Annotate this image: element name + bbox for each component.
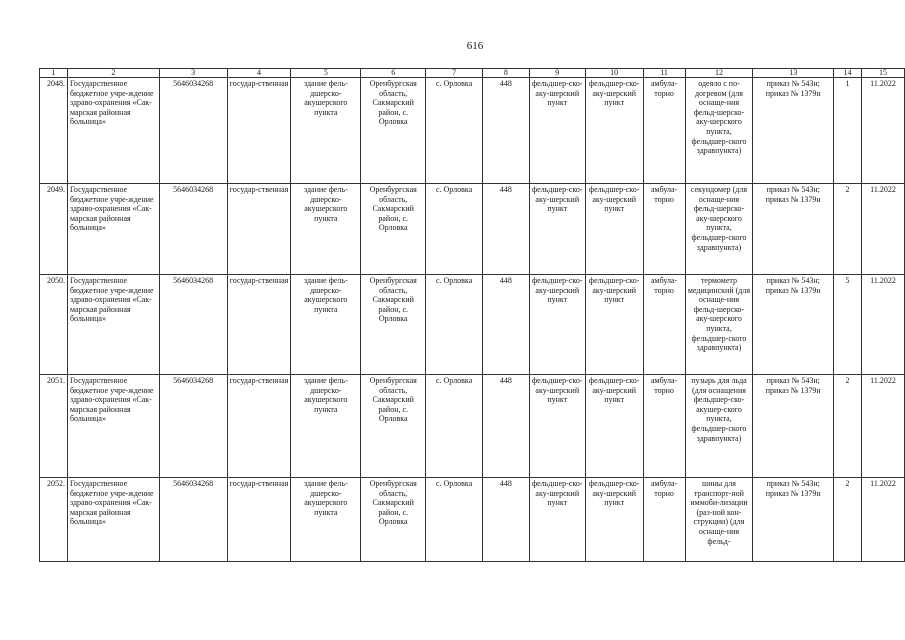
inn: 5646034268 [159,275,227,375]
equipment: одеяло с по-догревом (для оснаще-ния фельд-шерско-аку-шерского пункта, фельдшер-ского здравпункта) [685,78,753,184]
row-index: 2050. [40,275,68,375]
date: 11.2022 [861,78,904,184]
page-number: 616 [466,40,484,52]
organization-name: Государственное бюджетное учре-ждение здраво-охранения «Сак-марская районная больница» [67,478,159,562]
col-number: 5 [291,69,361,78]
building: здание фель-дшерско-акушерского пункта [291,478,361,562]
address: Оренбургская область, Сакмарский район, с. Орловка [361,184,426,275]
population: 448 [483,275,530,375]
order-reference: приказ № 543н; приказ № 1379н [753,275,834,375]
col-number: 6 [361,69,426,78]
population: 448 [483,375,530,478]
care-condition: амбула-торно [643,275,685,375]
inn: 5646034268 [159,184,227,275]
ownership: государ-ственная [227,478,291,562]
care-condition: амбула-торно [643,375,685,478]
ownership: государ-ственная [227,78,291,184]
address: Оренбургская область, Сакмарский район, с. Орловка [361,375,426,478]
table-row [40,275,905,375]
quantity: 1 [834,78,862,184]
col-number: 11 [643,69,685,78]
population: 448 [483,184,530,275]
col-number: 13 [753,69,834,78]
table-row [40,478,905,562]
organization-name: Государственное бюджетное учре-ждение здраво-охранения «Сак-марская районная больница» [67,375,159,478]
col-number: 1 [40,69,68,78]
address: Оренбургская область, Сакмарский район, с. Орловка [361,275,426,375]
equipment: пузырь для льда (для оснащения фельдшер-ско-акушер-ского пункта, фельдшер-ского здравпункта) [685,375,753,478]
building: здание фель-дшерско-акушерского пункта [291,275,361,375]
order-reference: приказ № 543н; приказ № 1379н [753,184,834,275]
ownership: государ-ственная [227,184,291,275]
facility-type: фельдшер-ско-аку-шерский пункт [529,478,585,562]
address: Оренбургская область, Сакмарский район, с. Орловка [361,478,426,562]
col-number: 12 [685,69,753,78]
quantity: 2 [834,478,862,562]
col-number: 7 [426,69,483,78]
facility-type: фельдшер-ско-аку-шерский пункт [529,184,585,275]
quantity: 2 [834,184,862,275]
col-number: 8 [483,69,530,78]
building: здание фель-дшерско-акушерского пункта [291,375,361,478]
equipment: термометр медицинский (для оснаще-ния фельд-шерско-аку-шерского пункта, фельдшер-ского здравпункта) [685,275,753,375]
table-row [40,375,905,478]
row-index: 2051. [40,375,68,478]
settlement: с. Орловка [426,184,483,275]
ownership: государ-ственная [227,275,291,375]
facility-unit: фельдшер-ско-аку-шерский пункт [585,275,643,375]
inn: 5646034268 [159,78,227,184]
care-condition: амбула-торно [643,184,685,275]
row-index: 2049. [40,184,68,275]
population: 448 [483,78,530,184]
col-number: 9 [529,69,585,78]
building: здание фель-дшерско-акушерского пункта [291,184,361,275]
row-index: 2048. [40,78,68,184]
date: 11.2022 [861,184,904,275]
facility-type: фельдшер-ско-аку-шерский пункт [529,78,585,184]
quantity: 5 [834,275,862,375]
settlement: с. Орловка [426,275,483,375]
table-row [40,78,905,184]
settlement: с. Орловка [426,78,483,184]
inventory-table [39,68,905,562]
equipment: шины для транспорт-ной иммоби-лизации (раз-ной кон-струкции) (для оснаще-ния фельд- [685,478,753,562]
col-number: 3 [159,69,227,78]
order-reference: приказ № 543н; приказ № 1379н [753,78,834,184]
settlement: с. Орловка [426,478,483,562]
row-index: 2052. [40,478,68,562]
care-condition: амбула-торно [643,78,685,184]
col-number: 10 [585,69,643,78]
col-number: 2 [67,69,159,78]
column-number-row [40,69,905,78]
date: 11.2022 [861,478,904,562]
inn: 5646034268 [159,375,227,478]
settlement: с. Орловка [426,375,483,478]
date: 11.2022 [861,275,904,375]
organization-name: Государственное бюджетное учре-ждение здраво-охранения «Сак-марская районная больница» [67,184,159,275]
organization-name: Государственное бюджетное учре-ждение здраво-охранения «Сак-марская районная больница» [67,275,159,375]
facility-unit: фельдшер-ско-аку-шерский пункт [585,478,643,562]
building: здание фель-дшерско-акушерского пункта [291,78,361,184]
col-number: 15 [861,69,904,78]
facility-unit: фельдшер-ско-аку-шерский пункт [585,78,643,184]
facility-unit: фельдшер-ско-аку-шерский пункт [585,375,643,478]
col-number: 14 [834,69,862,78]
organization-name: Государственное бюджетное учре-ждение здраво-охранения «Сак-марская районная больница» [67,78,159,184]
order-reference: приказ № 543н; приказ № 1379н [753,375,834,478]
equipment: секундомер (для оснаще-ния фельд-шерско-аку-шерского пункта, фельдшер-ского здравпункта) [685,184,753,275]
population: 448 [483,478,530,562]
address: Оренбургская область, Сакмарский район, с. Орловка [361,78,426,184]
ownership: государ-ственная [227,375,291,478]
col-number: 4 [227,69,291,78]
order-reference: приказ № 543н; приказ № 1379н [753,478,834,562]
inn: 5646034268 [159,478,227,562]
table-row [40,184,905,275]
care-condition: амбула-торно [643,478,685,562]
facility-unit: фельдшер-ско-аку-шерский пункт [585,184,643,275]
facility-type: фельдшер-ско-аку-шерский пункт [529,375,585,478]
facility-type: фельдшер-ско-аку-шерский пункт [529,275,585,375]
quantity: 2 [834,375,862,478]
date: 11.2022 [861,375,904,478]
